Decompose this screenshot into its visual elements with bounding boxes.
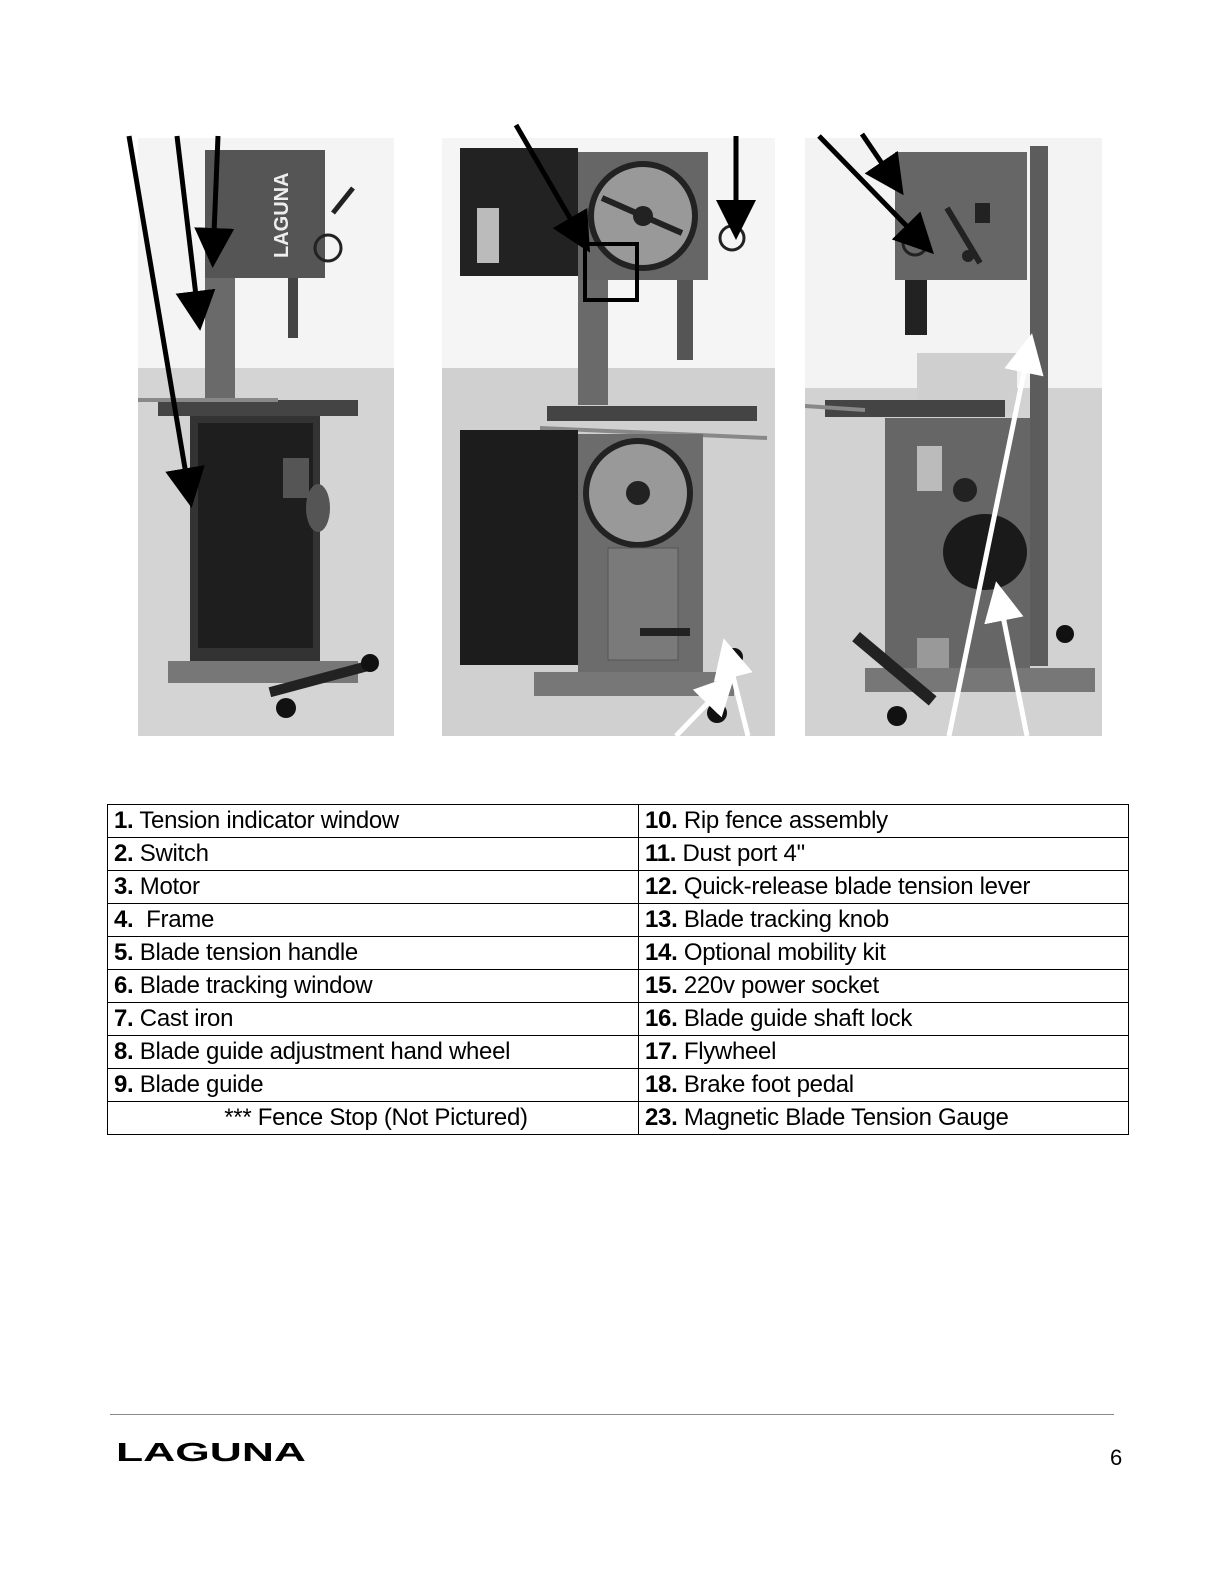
part-cell: 11. Dust port 4": [639, 838, 1129, 871]
fence-stop-note: *** Fence Stop (Not Pictured): [108, 1102, 639, 1135]
table-row: [108, 904, 1129, 937]
part-cell: 18. Brake foot pedal: [639, 1069, 1129, 1102]
table-row: [108, 805, 1129, 838]
bandsaw-open-icon: [442, 138, 775, 736]
svg-text:LAGUNA: LAGUNA: [271, 172, 293, 258]
part-cell: 15. 220v power socket: [639, 970, 1129, 1003]
part-cell: 5. Blade tension handle: [108, 937, 639, 970]
table-row: [108, 1036, 1129, 1069]
part-cell: 1. Tension indicator window: [108, 805, 639, 838]
page-number: 6: [1110, 1445, 1123, 1470]
table-row: [108, 1069, 1129, 1102]
part-cell: 14. Optional mobility kit: [639, 937, 1129, 970]
part-cell: 17. Flywheel: [639, 1036, 1129, 1069]
table-row: [108, 970, 1129, 1003]
part-cell: 9. Blade guide: [108, 1069, 639, 1102]
table-row: [108, 871, 1129, 904]
bandsaw-photo-left: [138, 138, 394, 736]
part-cell: 6. Blade tracking window: [108, 970, 639, 1003]
bandsaw-rear-icon: [805, 138, 1102, 736]
part-cell: 13. Blade tracking knob: [639, 904, 1129, 937]
table-row: [108, 1003, 1129, 1036]
footer-divider: [110, 1414, 1114, 1415]
bandsaw-left-icon: [138, 138, 394, 736]
part-cell: 2. Switch: [108, 838, 639, 871]
part-cell: 12. Quick-release blade tension lever: [639, 871, 1129, 904]
part-cell: 16. Blade guide shaft lock: [639, 1003, 1129, 1036]
part-cell: 23. Magnetic Blade Tension Gauge: [639, 1102, 1129, 1135]
part-cell: 7. Cast iron: [108, 1003, 639, 1036]
table-row: [108, 937, 1129, 970]
table-row: [108, 1102, 1129, 1135]
part-cell: 10. Rip fence assembly: [639, 805, 1129, 838]
part-cell: 8. Blade guide adjustment hand wheel: [108, 1036, 639, 1069]
bandsaw-photo-right: [805, 138, 1102, 736]
table-row: [108, 838, 1129, 871]
laguna-logo-text: LAGUNA: [116, 1440, 307, 1464]
parts-table: [107, 804, 1129, 1135]
bandsaw-photo-middle: [442, 138, 775, 736]
part-cell: 3. Motor: [108, 871, 639, 904]
part-cell: 4. Frame: [108, 904, 639, 937]
laguna-logo: [116, 1440, 308, 1464]
